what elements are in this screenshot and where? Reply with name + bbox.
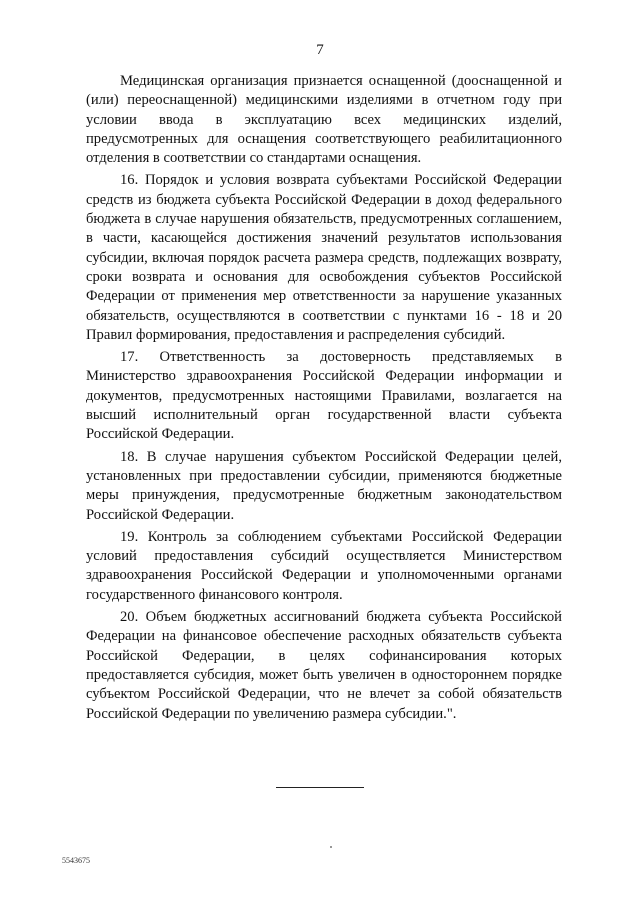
paragraph-17-responsibility: 17. Ответственность за достоверность представляемых в Министерство здравоохранения Российской Федерации информации и документов, предусмотренных настоящими Правилами, возлагается на высший исполнительный орган государственной власти субъекта Российской Федерации. [86, 349, 562, 443]
page-number: 7 [316, 42, 324, 58]
paragraph-19-control: 19. Контроль за соблюдением субъектами Российской Федерации условий предоставления субсидий осуществляется Министерством здравоохранения Российской Федерации и уполномоченными органами государственного финансового контроля. [86, 528, 562, 603]
paragraph-20-budget-volume: 20. Объем бюджетных ассигнований бюджета субъекта Российской Федерации на финансовое обеспечение расходных обязательств субъекта Российской Федерации, в целях софинансирования которых предоставляется субсидия, может быть увеличен в одностороннем порядке субъектом Российской Федерации, что не влечет за собой обязательств Российской Федерации по увеличению размера субсидии.". [86, 609, 562, 722]
paragraph-equipment-condition: Медицинская организация признается оснащенной (дооснащенной и (или) переоснащенной) медицинскими изделиями в отчетном году при условии ввода в эксплуатацию всех медицинских изделий, предусмотренных для оснащения соответствующего реабилитационного отделения в соответствии со стандартами оснащения. [86, 73, 562, 167]
document-code: 5543675 [62, 856, 90, 865]
paragraph-16-refund-procedure: 16. Порядок и условия возврата субъектами Российской Федерации средств из бюджета субъекта Российской Федерации в доход федерального бюджета в случае нарушения обязательств, предусмотренных соглашением, в части, касающейся достижения значений результатов использования субсидии, включая порядок расчета размера средств, подлежащих возврату, сроки возврата и основания для освобождения субъектов Российской Федерации от применения мер ответственности за нарушение указанных обязательств, осуществляются в соответствии с пунктами 16 - 18 и 20 Правил формирования, предоставления и распределения субсидий. [86, 172, 562, 343]
scan-speck [330, 846, 332, 848]
document-body [86, 72, 562, 727]
end-separator-line [276, 787, 364, 788]
paragraph-18-violation-measures: 18. В случае нарушения субъектом Российской Федерации целей, установленных при предоставлении субсидии, применяются бюджетные меры принуждения, предусмотренные бюджетным законодательством Российской Федерации. [86, 448, 562, 523]
